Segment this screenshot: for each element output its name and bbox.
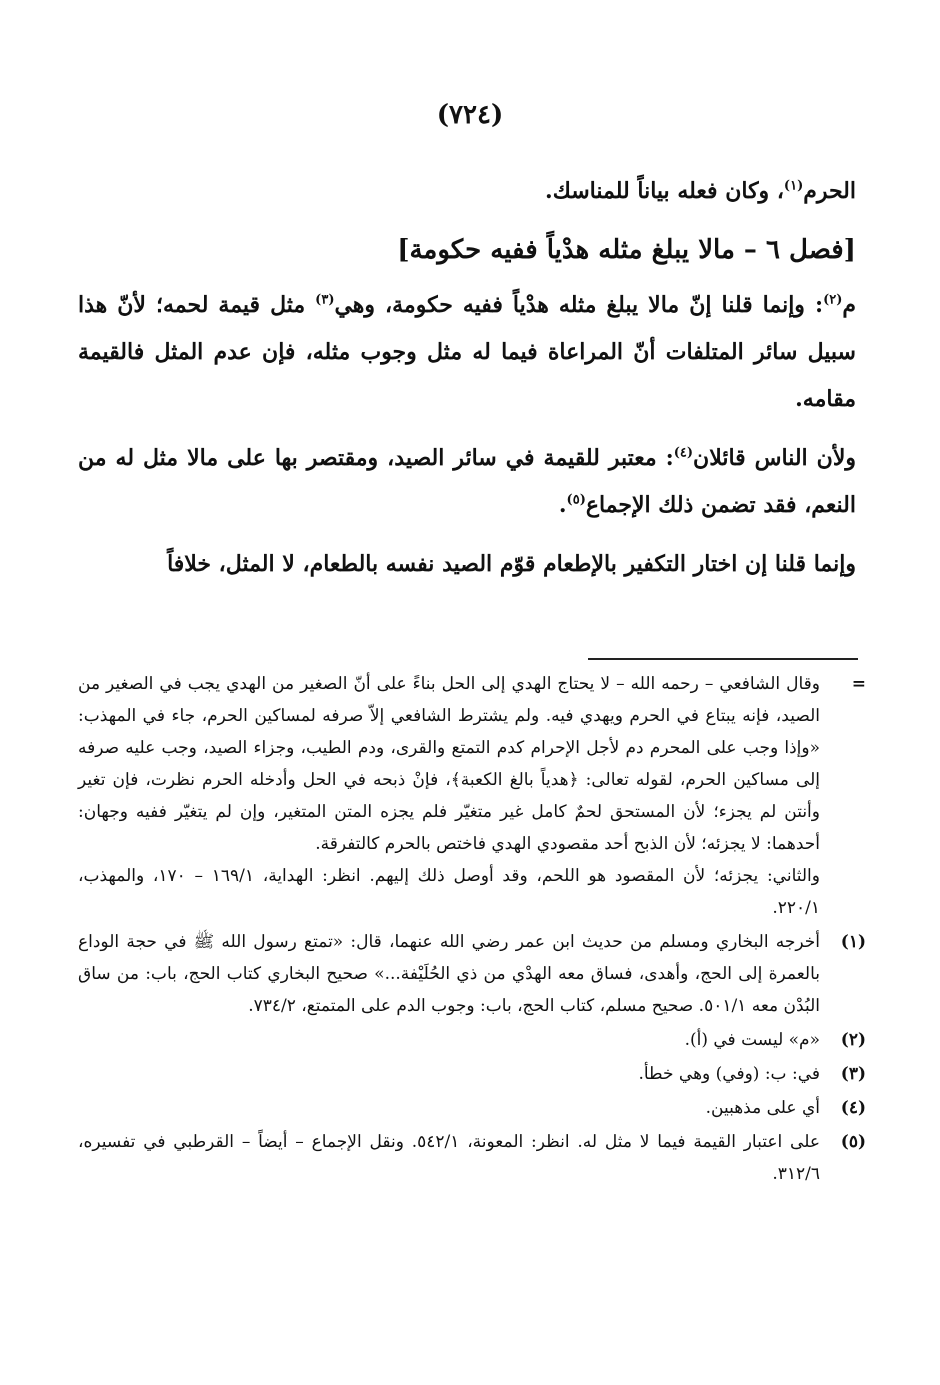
paragraph-3: وإنما قلنا إن اختار التكفير بالإطعام قوّم الصيد نفسه بالطعام، لا المثل، خلافاً	[167, 551, 856, 577]
text-run: مثل قيمة لحمه؛ لأنّ هذا سبيل سائر المتلفات أنّ المراعاة فيما له مثل وجوب مثله، فإن عدم المثل فالقيمة مقامه.	[78, 292, 856, 412]
footnote-ref: (١)	[783, 178, 804, 194]
footnote-4	[78, 1092, 866, 1124]
footnote-text: أي على مذهبين.	[705, 1098, 820, 1118]
footnote-text: في: ب: (وفي) وهي خطأ.	[638, 1064, 820, 1084]
footnote-2	[78, 1024, 866, 1056]
footnote-1	[78, 926, 866, 1022]
footnote-divider	[588, 658, 858, 660]
paragraph-2	[78, 435, 856, 529]
footnote-marker: (١)	[840, 932, 866, 952]
footnote-3	[78, 1058, 866, 1090]
text-run: : وإنما قلنا إنّ مالا يبلغ مثله هدْياً ففيه حكومة، وهي	[334, 292, 824, 318]
paragraph-carryover	[78, 168, 856, 215]
section-heading: [فصل ٦ – مالا يبلغ مثله هدْياً ففيه حكومة]	[397, 235, 856, 265]
footnote-ref: (٣)	[315, 292, 335, 308]
footnote-paragraph: والثاني: يجزئه؛ لأن المقصود هو اللحم، وقد أوصل ذلك إليهم. انظر: الهداية، ١٦٩/١ – ١٧٠، والمهذب، ٢٢٠/١.	[78, 866, 820, 918]
text-run: ، وكان فعله بياناً للمناسك.	[545, 178, 784, 204]
page-number: (٧٢٤)	[436, 100, 504, 130]
text-run: ولأن الناس قائلان	[693, 445, 856, 471]
text-run: : معتبر للقيمة في سائر الصيد، ومقتصر بها على مالا مثل له من النعم، فقد تضمن ذلك الإجماع	[78, 445, 856, 518]
footnote-paragraph: وقال الشافعي – رحمه الله – لا يحتاج الهدي إلى الحل بناءً على أنّ الصغير من الهدي يجب في الصغير من الصيد، فإنه يبتاع في الحرم ويهدي فيه. ولم يشترط الشافعي إلاّ صرفه لمساكين الحرم، جاء في المهذب: «وإذا وجب على المحرم دم لأجل الإحرام كدم التمتع والقرى، ودم الطيب، وجزاء الصيد، وجب عليه صرفه إلى مساكين الحرم، لقوله تعالى: ﴿هدياً بالغ الكعبة﴾، فإنْ ذبحه في الحل وأدخله الحرم نظرت، فإن تغير وأنتن لم يجزء؛ لأن المستحق لحمٌ كامل غير متغيّر فلم يجزه المتن المتغير، وإن لم يتغيّر ففيه وجهان: أحدهما: لا يجزئه؛ لأن الذبح أحد مقصودي الهدي فاختص بالحرم كالتفرقة.	[78, 674, 820, 854]
text-run: الحرم	[803, 178, 856, 204]
footnote-marker: =	[851, 674, 866, 694]
main-text	[78, 168, 856, 600]
footnote-marker: (٣)	[840, 1064, 866, 1084]
footnote-5	[78, 1126, 866, 1190]
footnote-continued	[78, 668, 866, 924]
footnote-marker: (٥)	[840, 1132, 866, 1152]
footnote-marker: (٢)	[840, 1030, 866, 1050]
footnote-ref: (٤)	[673, 445, 694, 461]
footnote-ref: (٢)	[823, 292, 843, 308]
footnote-text	[78, 668, 820, 924]
footnote-text: «م» ليست في (أ).	[684, 1030, 820, 1050]
text-run: .	[558, 492, 567, 518]
footnotes	[78, 668, 866, 1190]
footnote-text: على اعتبار القيمة فيما لا مثل له. انظر: المعونة، ٥٤٢/١. ونقل الإجماع – أيضاً – القرطبي في تفسيره، ٣١٢/٦.	[78, 1132, 820, 1184]
footnote-ref: (٥)	[566, 492, 586, 508]
footnote-marker: (٤)	[840, 1098, 866, 1118]
text-run: م	[842, 292, 856, 318]
paragraph-1	[78, 282, 856, 423]
footnote-text: أخرجه البخاري ومسلم من حديث ابن عمر رضي الله عنهما، قال: «تمتع رسول الله ﷺ في حجة الوداع بالعمرة إلى الحج، وأهدى، فساق معه الهدْي من ذي الحُلَيْفة...» صحيح البخاري كتاب الحج، باب: من ساق البُدْن معه ٥٠١/١. صحيح مسلم، كتاب الحج، باب: وجوب الدم على المتمتع، ٧٣٤/٢.	[78, 932, 820, 1016]
